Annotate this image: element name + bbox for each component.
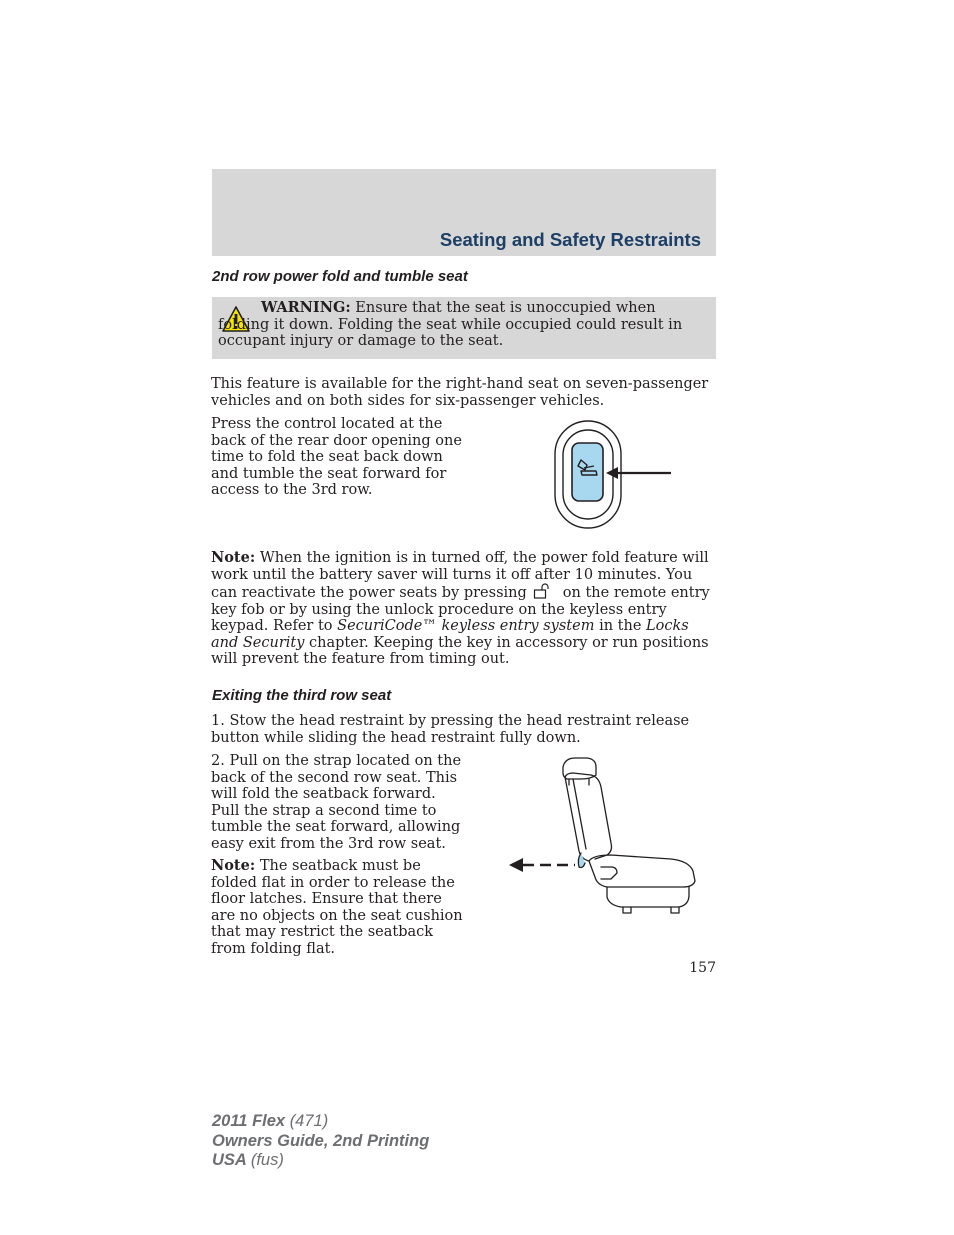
footer-region-code: (fus) [250,1151,284,1169]
footer-line-1 [212,1112,429,1132]
footer-model-code: (471) [289,1112,329,1130]
subsection-title-power-fold: 2nd row power fold and tumble seat [212,268,468,285]
note-label-2: Note: [211,857,256,874]
section-header-title: Seating and Safety Restraints [439,229,701,250]
subsection-title-exiting: Exiting the third row seat [212,687,392,704]
seat-control-illustration [550,418,680,532]
warning-box [212,297,716,359]
section-header-bar [212,169,716,256]
note-label: Note: [211,549,256,566]
note-paragraph-power-fold [211,550,717,668]
note-ref-securicode: SecuriCode™ keyless entry system [337,618,595,634]
step-2-paragraph: 2. Pull on the strap located on the back of the second row seat. This will fold the seatback forward. Pull the strap a second time to tumble the seat forward, allowing easy exit from the 3rd row seat. [211,753,462,852]
warning-text [218,300,703,350]
footer-line-2: Owners Guide, 2nd Printing [212,1131,430,1150]
page-number: 157 [689,960,716,976]
note-text-a: When the ignition is in turned off, the power fold feature will work until the battery saver will turns it off after 10 minutes. You can reactivate the power seats by pressing [211,550,709,601]
footer-region: USA [212,1151,247,1169]
unlock-padlock-icon [533,583,549,599]
note-text-seatback: The seatback must be folded flat in order to release the floor latches. Ensure that there are no objects on the seat cushion that may restrict the seatback from folding flat. [211,858,463,957]
seat-strap-illustration [503,755,703,920]
footer-model: 2011 Flex [212,1112,286,1130]
note-paragraph-seatback [211,858,469,957]
document-footer [212,1112,429,1171]
note-text-b: on the remote entry key fob or by using the unlock procedure on the keyless entry keypad. Refer to [211,585,710,634]
warning-body: Ensure that the seat is unoccupied when folding it down. Folding the seat while occupied could result in occupant injury or damage to the seat. [218,300,683,349]
warning-label: WARNING: [261,299,351,316]
press-instruction-paragraph: Press the control located at the back of the rear door opening one time to fold the seat back down and tumble the seat forward for access to the 3rd row. [211,416,462,498]
availability-paragraph: This feature is available for the right-hand seat on seven-passenger vehicles and on both sides for six-passenger vehicles. [211,376,709,409]
note-text-d: chapter. Keeping the key in accessory or run positions will prevent the feature from timing out. [211,634,709,667]
note-text-c: in the [599,618,642,634]
step-1-paragraph: 1. Stow the head restraint by pressing the head restraint release button while sliding the head restraint fully down. [211,713,690,746]
note-ref-locks-security: Locks and Security [211,618,689,651]
footer-line-3 [212,1151,429,1171]
